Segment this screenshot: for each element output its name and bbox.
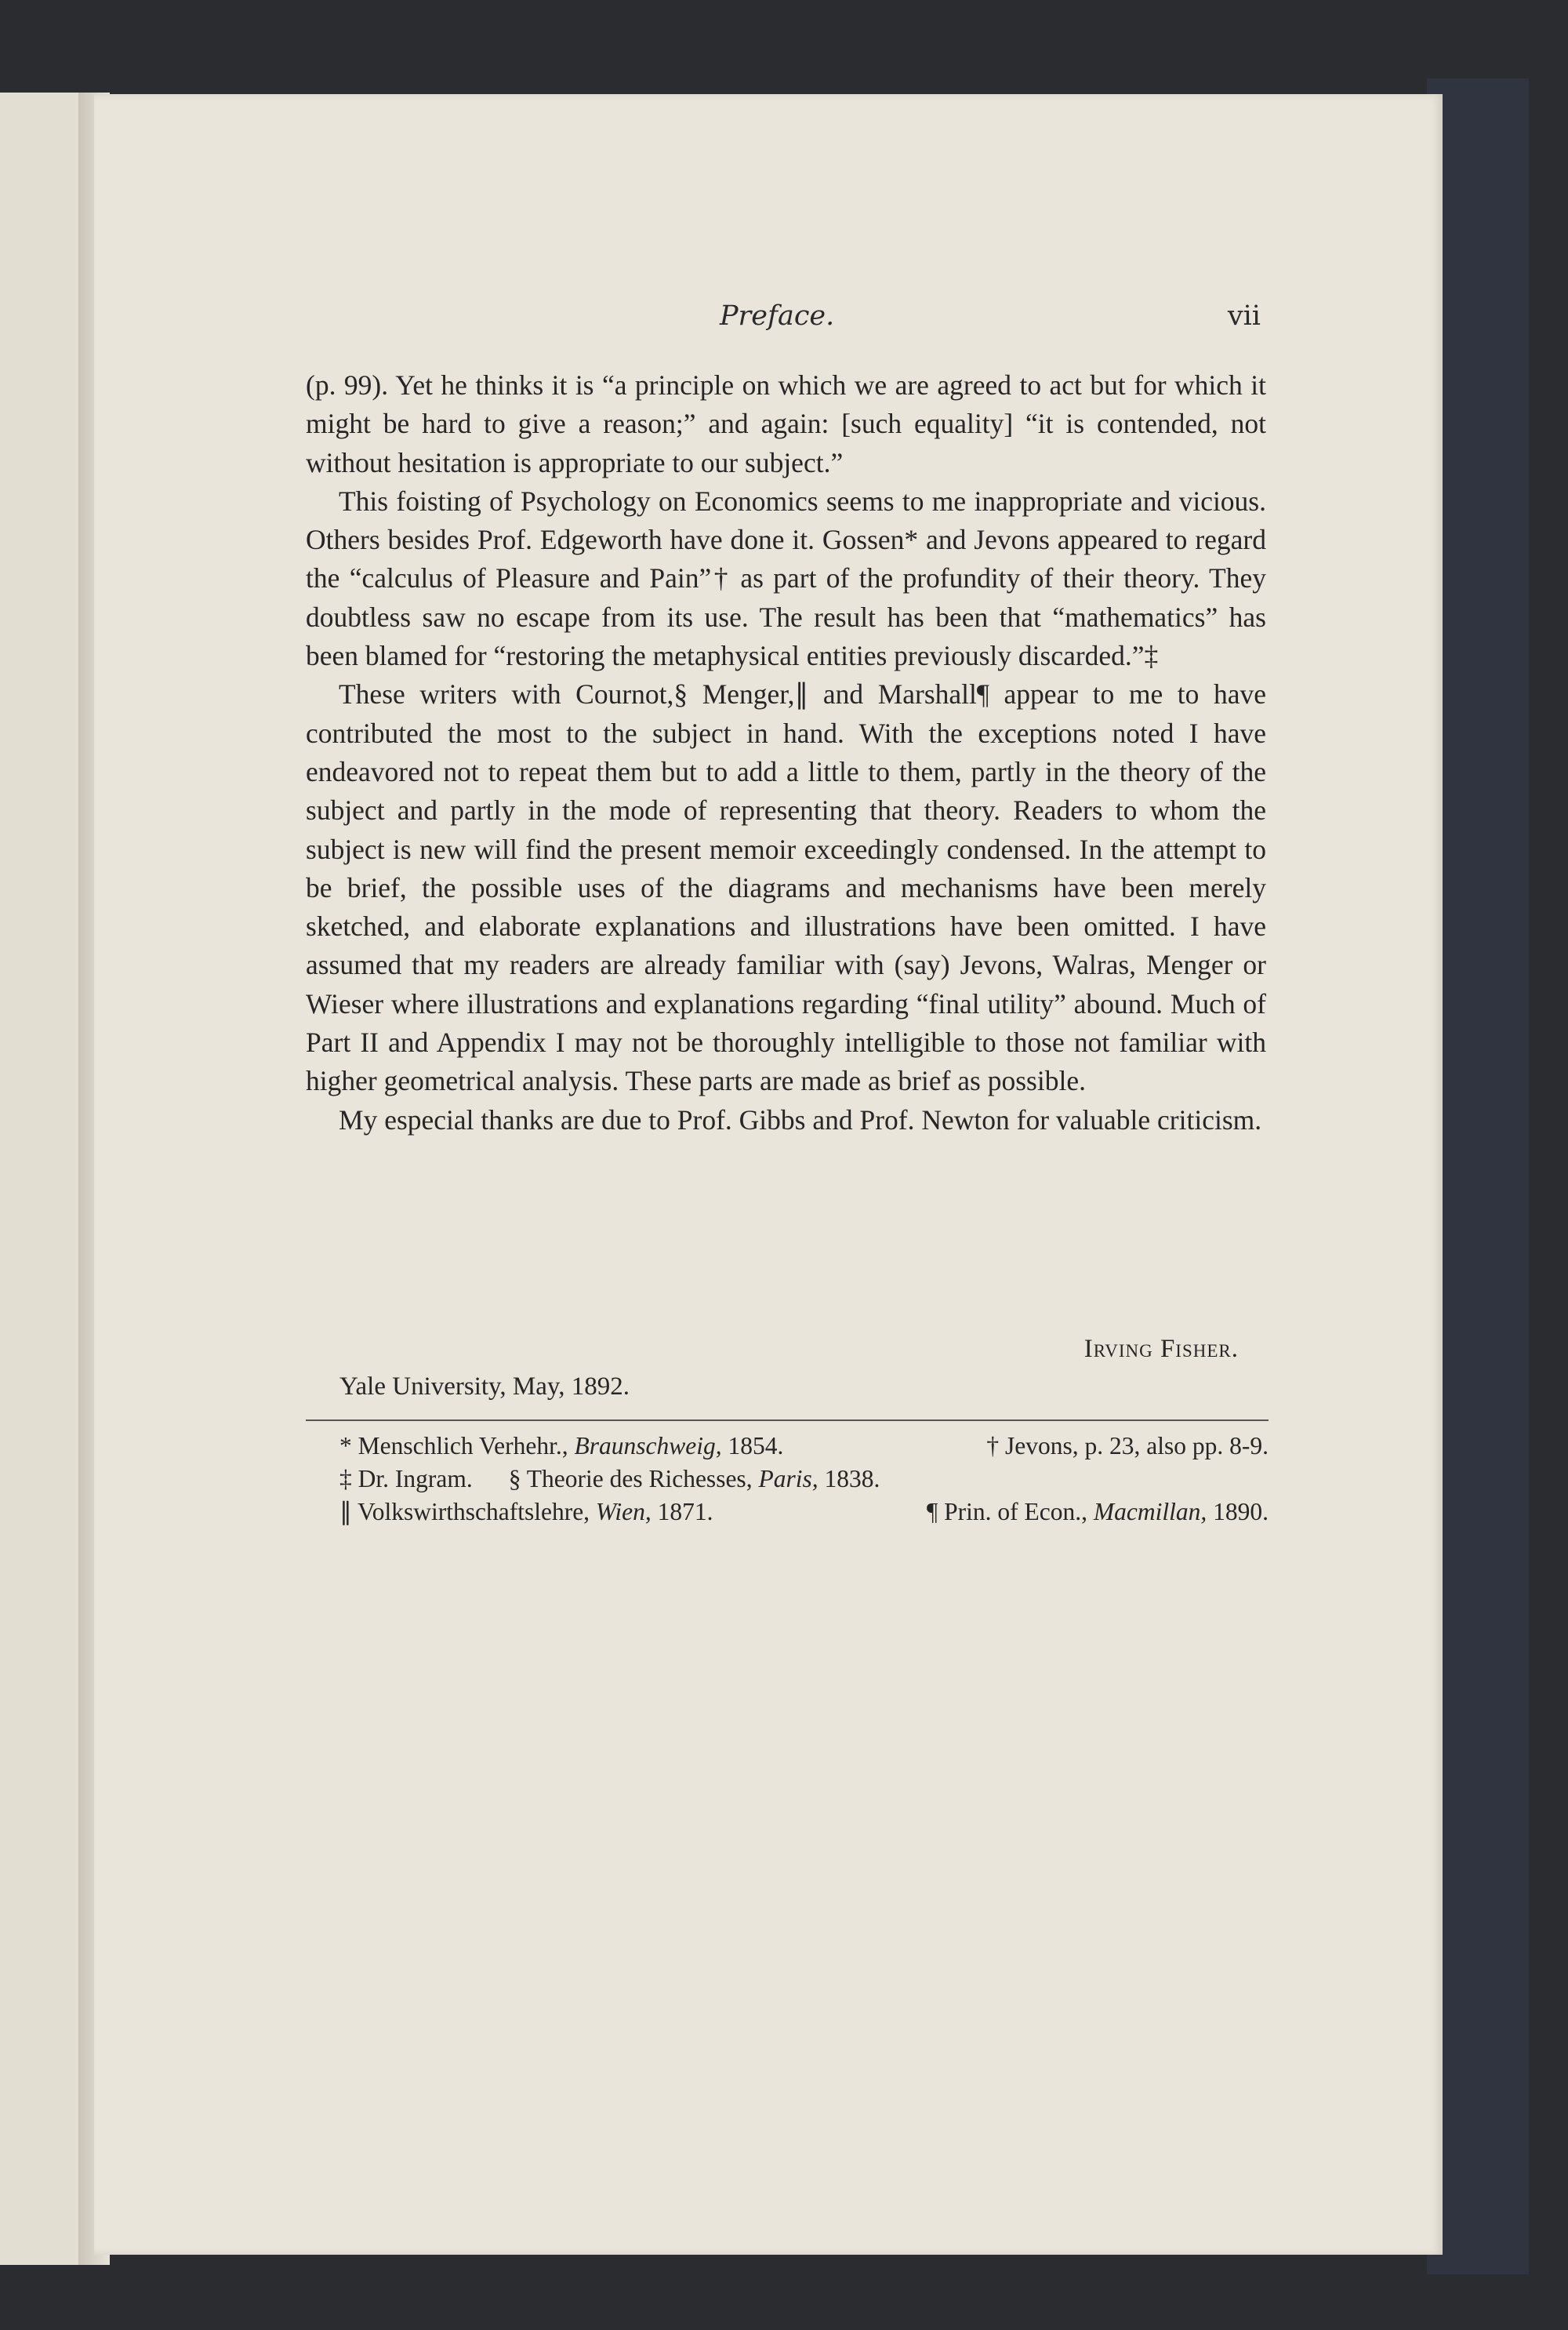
footnotes (339, 1430, 1269, 1528)
footnote-ingram: ‡ Dr. Ingram. (339, 1465, 473, 1492)
paragraph: This foisting of Psychology on Economics seems to me inappropriate and vicious. Others besides Prof. Edgeworth have done it. Gossen* and Jevons appeared to regard the “calculus of Pleasure and Pain”† as part of the profundity of their theory. They doubtless saw no escape from its use. The result has been that “mathematics” has been blamed for “restoring the metaphysical entities previously discarded.”‡ (306, 485, 1266, 672)
author-signature: Irving Fisher. (1083, 1335, 1239, 1363)
footnote-row (339, 1430, 1269, 1463)
footnote-marshall: ¶ Prin. of Econ., Macmillan, 1890. (927, 1498, 1269, 1525)
footnote-menger: ∥ Volkswirthschaftslehre, Wien, 1871. (339, 1498, 713, 1525)
place-and-date: Yale University, May, 1892. (339, 1372, 630, 1401)
footnote-row (339, 1463, 1269, 1496)
page-number: vii (1227, 300, 1261, 332)
footnote-row (339, 1496, 1269, 1528)
paragraph: My especial thanks are due to Prof. Gibbs and Prof. Newton for valuable criticism. (339, 1103, 1262, 1136)
footnote-divider (306, 1419, 1269, 1421)
footnote-gossen: * Menschlich Verhehr., Braunschweig, 1854. (339, 1432, 784, 1459)
footnote-jevons: † Jevons, p. 23, also pp. 8-9. (986, 1432, 1269, 1459)
paragraph: (p. 99). Yet he thinks it is “a principle on which we are agreed to act but for which it might be hard to give a reason;” and again: [such equality] “it is contended, not without hesitation is appropriate to our subject.” (306, 369, 1266, 478)
running-header-title: Preface. (720, 300, 835, 332)
preface-body (306, 366, 1266, 1140)
footnote-cournot: § Theorie des Richesses, Paris, 1838. (508, 1465, 880, 1492)
paragraph: These writers with Cournot,§ Menger,∥ and Marshall¶ appear to me to have contributed the most to the subject in hand. With the exceptions noted I have endeavored not to repeat them but to add a little to them, partly in the theory of the subject and partly in the mode of representing that theory. Readers to whom the subject is new will find the present memoir exceedingly condensed. In the attempt to be brief, the possible uses of the diagrams and mechanisms have been merely sketched, and elaborate explanations and illustrations have been omitted. I have assumed that my readers are already familiar with (say) Jevons, Walras, Menger or Wieser where illustrations and explanations regarding “final utility” abound. Much of Part II and Appendix I may not be thoroughly intelligible to those not familiar with higher geometrical analysis. These parts are made as brief as possible. (306, 678, 1266, 1097)
